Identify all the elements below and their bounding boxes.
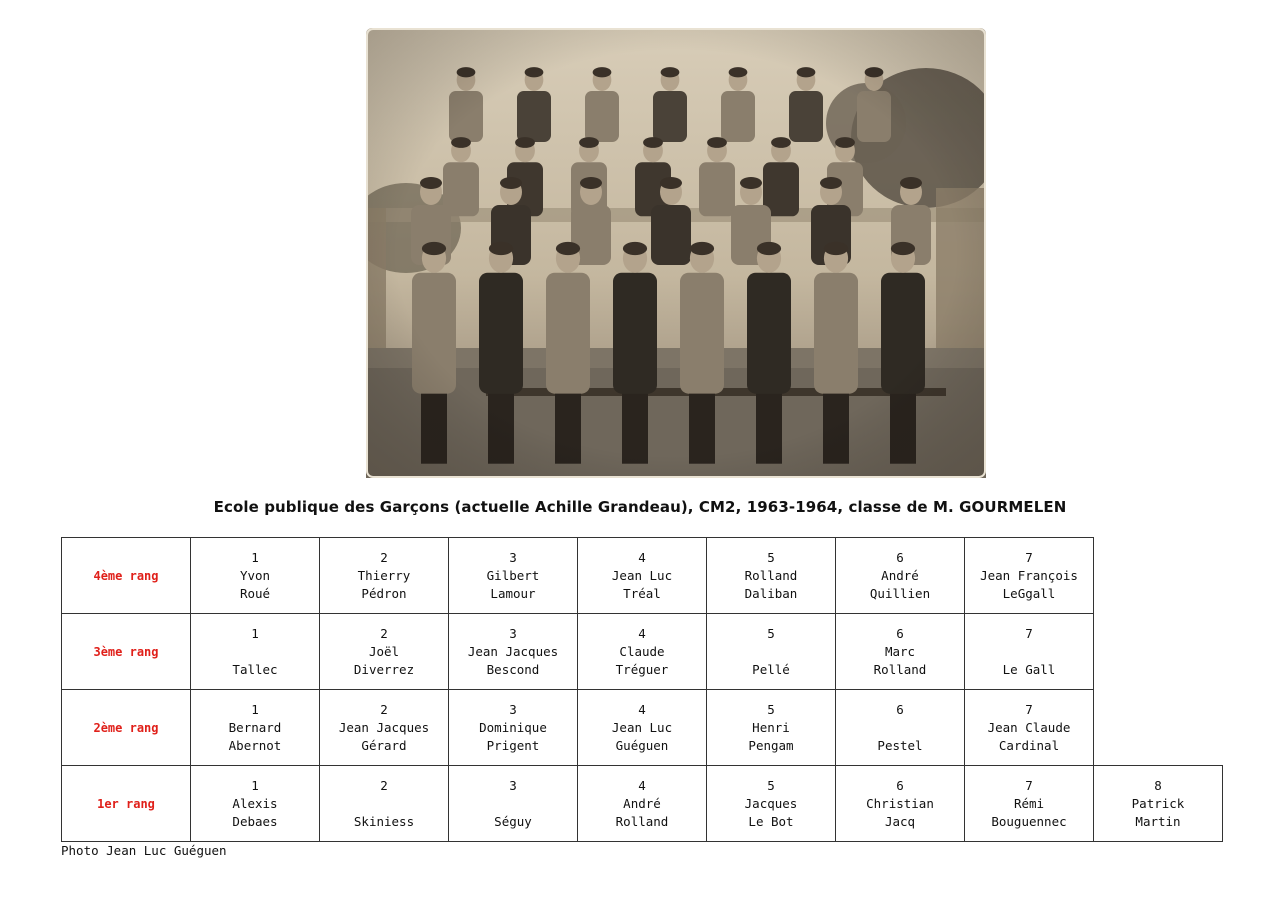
student-last-name: Le Bot <box>748 813 794 829</box>
student-last-name: Quillien <box>869 585 931 601</box>
student-last-name: Bescond <box>486 661 540 677</box>
student-cell <box>449 538 578 614</box>
student-number: 7 <box>1025 777 1033 793</box>
student-first-name: Jean François <box>980 567 1078 583</box>
student-first-name: Joël <box>368 643 400 659</box>
student-cell <box>320 614 449 690</box>
student-cell <box>965 538 1094 614</box>
student-last-name: Cardinal <box>998 737 1060 753</box>
student-cell <box>449 690 578 766</box>
student-first-name: Yvon <box>239 567 271 583</box>
student-first-name: André <box>881 567 919 583</box>
student-first-name: Dominique <box>479 719 547 735</box>
photo-caption: Ecole publique des Garçons (actuelle Achille Grandeau), CM2, 1963-1964, classe de M. GOURMELEN <box>213 498 1067 516</box>
class-photo-image <box>366 28 986 478</box>
roster-row <box>62 614 1223 690</box>
student-first-name <box>191 643 319 661</box>
student-number: 8 <box>1154 777 1162 793</box>
student-cell <box>449 614 578 690</box>
student-first-name: Jean Jacques <box>467 643 559 659</box>
student-number: 4 <box>638 549 646 565</box>
student-first-name <box>836 719 964 737</box>
student-last-name: Diverrez <box>353 661 415 677</box>
student-number: 1 <box>251 701 259 717</box>
empty-cell <box>1094 538 1223 614</box>
student-cell <box>707 690 836 766</box>
student-number: 4 <box>638 625 646 641</box>
student-first-name: Rolland <box>744 567 798 583</box>
student-cell <box>320 538 449 614</box>
student-cell <box>707 766 836 842</box>
student-cell <box>578 690 707 766</box>
student-first-name: Jacques <box>744 795 798 811</box>
student-last-name: Pestel <box>877 737 923 753</box>
student-number: 1 <box>251 549 259 565</box>
rank-label: 4ème rang <box>62 538 191 614</box>
class-photo <box>366 28 986 478</box>
student-first-name <box>320 795 448 813</box>
student-first-name: Henri <box>752 719 790 735</box>
roster-row <box>62 766 1223 842</box>
student-cell <box>707 538 836 614</box>
student-number: 5 <box>767 777 775 793</box>
student-cell <box>191 690 320 766</box>
student-first-name: Thierry <box>357 567 411 583</box>
empty-cell <box>1094 614 1223 690</box>
student-last-name: Prigent <box>486 737 540 753</box>
student-last-name: Bouguennec <box>991 813 1067 829</box>
student-number: 7 <box>1025 701 1033 717</box>
student-last-name: Pellé <box>752 661 790 677</box>
student-first-name: Rémi <box>1013 795 1045 811</box>
rank-label: 2ème rang <box>62 690 191 766</box>
student-number: 5 <box>767 701 775 717</box>
student-first-name <box>449 795 577 813</box>
student-last-name: Pengam <box>748 737 794 753</box>
student-last-name: Guéguen <box>615 737 669 753</box>
student-last-name: Tréguer <box>615 661 669 677</box>
student-number: 3 <box>509 625 517 641</box>
student-first-name <box>707 643 835 661</box>
student-cell <box>320 690 449 766</box>
student-first-name: Christian <box>866 795 934 811</box>
roster-row <box>62 690 1223 766</box>
student-number: 3 <box>509 549 517 565</box>
student-last-name: Rolland <box>615 813 669 829</box>
student-number: 6 <box>896 777 904 793</box>
student-number: 2 <box>380 625 388 641</box>
student-last-name: Pédron <box>361 585 407 601</box>
student-cell <box>1094 766 1223 842</box>
student-first-name: Jean Luc <box>611 567 673 583</box>
student-cell <box>191 766 320 842</box>
student-number: 3 <box>509 701 517 717</box>
student-last-name: Daliban <box>744 585 798 601</box>
student-last-name: Debaes <box>232 813 278 829</box>
student-cell <box>578 614 707 690</box>
student-last-name: Gérard <box>361 737 407 753</box>
student-number: 5 <box>767 549 775 565</box>
student-number: 1 <box>251 777 259 793</box>
student-cell <box>965 690 1094 766</box>
student-cell <box>320 766 449 842</box>
photo-credit: Photo Jean Luc Guéguen <box>61 843 227 858</box>
student-cell <box>965 614 1094 690</box>
student-cell <box>836 538 965 614</box>
student-cell <box>836 614 965 690</box>
student-first-name: Patrick <box>1131 795 1185 811</box>
student-number: 6 <box>896 625 904 641</box>
student-number: 7 <box>1025 549 1033 565</box>
student-last-name: Skiniess <box>353 813 415 829</box>
student-first-name: Claude <box>619 643 665 659</box>
student-first-name: Jean Claude <box>987 719 1071 735</box>
student-cell <box>836 766 965 842</box>
student-number: 2 <box>380 777 388 793</box>
student-first-name: Gilbert <box>486 567 540 583</box>
student-number: 6 <box>896 701 904 717</box>
student-number: 1 <box>251 625 259 641</box>
student-number: 6 <box>896 549 904 565</box>
student-last-name: Lamour <box>490 585 536 601</box>
student-cell <box>191 614 320 690</box>
student-cell <box>449 766 578 842</box>
student-first-name: Alexis <box>232 795 278 811</box>
student-first-name: Jean Luc <box>611 719 673 735</box>
student-cell <box>191 538 320 614</box>
student-first-name: Marc <box>884 643 916 659</box>
rank-label: 3ème rang <box>62 614 191 690</box>
student-number: 2 <box>380 701 388 717</box>
student-last-name: Tréal <box>623 585 661 601</box>
rank-label: 1er rang <box>62 766 191 842</box>
student-first-name: Bernard <box>228 719 282 735</box>
student-number: 4 <box>638 701 646 717</box>
student-number: 7 <box>1025 625 1033 641</box>
student-cell <box>578 766 707 842</box>
student-last-name: Rolland <box>873 661 927 677</box>
student-number: 4 <box>638 777 646 793</box>
student-last-name: LeGgall <box>1002 585 1056 601</box>
student-cell <box>578 538 707 614</box>
student-first-name <box>965 643 1093 661</box>
student-number: 5 <box>767 625 775 641</box>
student-last-name: Roué <box>239 585 271 601</box>
student-number: 2 <box>380 549 388 565</box>
student-first-name: Jean Jacques <box>338 719 430 735</box>
student-cell <box>965 766 1094 842</box>
student-last-name: Séguy <box>494 813 532 829</box>
student-first-name: André <box>623 795 661 811</box>
student-last-name: Abernot <box>228 737 282 753</box>
student-last-name: Martin <box>1135 813 1181 829</box>
roster-table <box>61 537 1223 842</box>
empty-cell <box>1094 690 1223 766</box>
student-number: 3 <box>509 777 517 793</box>
student-cell <box>707 614 836 690</box>
student-last-name: Le Gall <box>1002 661 1056 677</box>
student-cell <box>836 690 965 766</box>
student-last-name: Jacq <box>884 813 916 829</box>
student-last-name: Tallec <box>232 661 278 677</box>
roster-row <box>62 538 1223 614</box>
